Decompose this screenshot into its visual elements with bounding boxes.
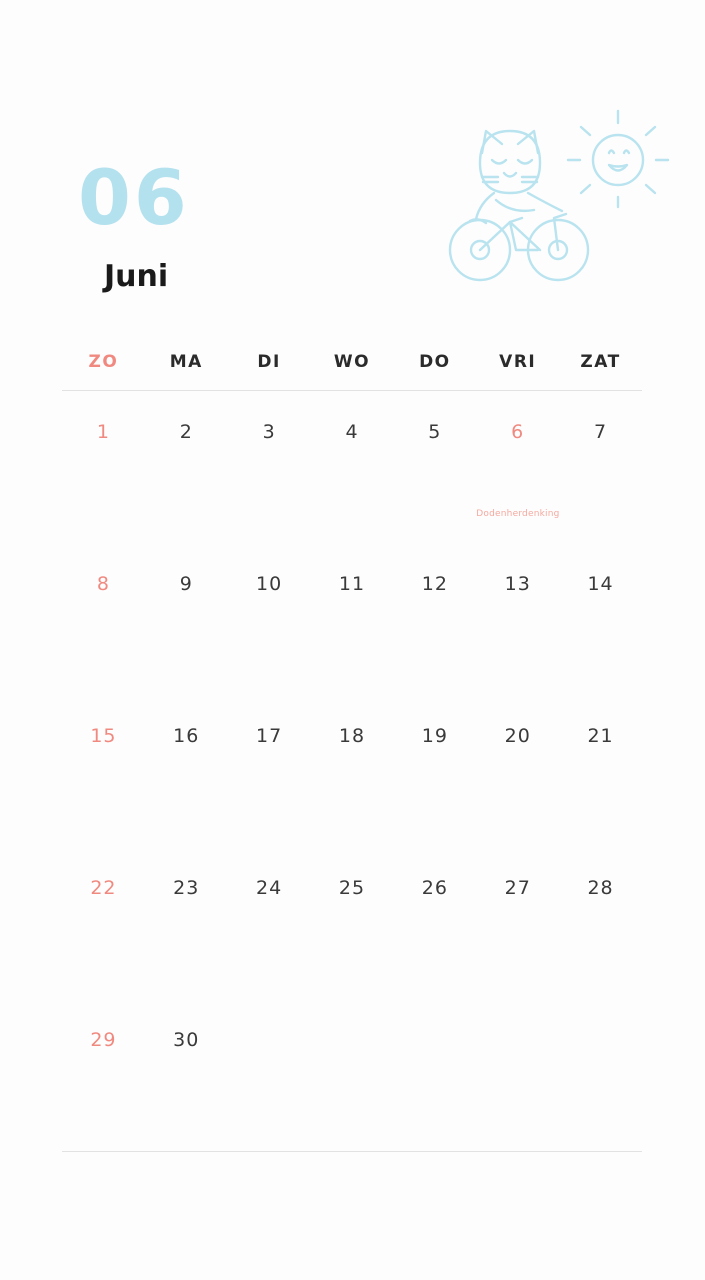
day-cell[interactable] — [62, 847, 145, 999]
day-number: 18 — [338, 725, 366, 747]
day-cell[interactable] — [559, 391, 642, 543]
day-number: 24 — [256, 877, 283, 899]
day-cell — [476, 999, 559, 1151]
day-number: 15 — [90, 725, 117, 747]
day-cell[interactable] — [559, 847, 642, 999]
day-cell[interactable] — [393, 847, 476, 999]
day-cell[interactable] — [62, 695, 145, 847]
day-cell[interactable] — [559, 543, 642, 695]
day-number: 12 — [421, 573, 448, 595]
weekday-ma: MA — [169, 352, 203, 372]
day-number: 27 — [504, 877, 531, 899]
calendar-weeks — [62, 391, 642, 1152]
day-number: 23 — [173, 877, 200, 899]
day-cell[interactable] — [62, 391, 145, 543]
day-cell[interactable] — [145, 695, 228, 847]
day-number: 9 — [179, 573, 193, 595]
day-cell[interactable] — [145, 847, 228, 999]
month-name-label: Juni — [104, 259, 169, 294]
day-cell[interactable] — [311, 847, 394, 999]
day-number: 2 — [179, 421, 193, 443]
day-number: 3 — [262, 421, 276, 443]
calendar-week-row — [62, 543, 642, 695]
day-number: 16 — [173, 725, 200, 747]
day-number: 26 — [421, 877, 448, 899]
day-cell[interactable] — [393, 695, 476, 847]
weekday-wo: WO — [333, 352, 371, 372]
day-number: 22 — [90, 877, 117, 899]
day-cell — [559, 999, 642, 1151]
day-cell[interactable] — [476, 847, 559, 999]
day-cell[interactable] — [393, 391, 476, 543]
day-number: 7 — [594, 421, 608, 443]
day-number: 29 — [90, 1029, 117, 1051]
calendar-grid — [62, 352, 642, 1152]
day-number: 14 — [587, 573, 614, 595]
day-cell[interactable] — [228, 695, 311, 847]
day-number: 8 — [96, 573, 110, 595]
day-number: 17 — [256, 725, 283, 747]
day-cell[interactable] — [145, 999, 228, 1151]
day-cell — [393, 999, 476, 1151]
day-cell[interactable] — [311, 391, 394, 543]
day-cell[interactable] — [311, 695, 394, 847]
calendar-week-row — [62, 695, 642, 847]
day-cell[interactable] — [228, 391, 311, 543]
day-number: 30 — [173, 1029, 200, 1051]
day-event-label: Dodenherdenking — [476, 509, 560, 519]
day-cell[interactable] — [145, 391, 228, 543]
cat-riding-bicycle-with-sun-icon — [440, 105, 670, 325]
day-cell[interactable] — [228, 543, 311, 695]
day-cell[interactable] — [476, 391, 559, 543]
day-number: 21 — [587, 725, 614, 747]
weekday-header-row — [62, 352, 642, 391]
day-cell[interactable] — [62, 999, 145, 1151]
day-number: 20 — [504, 725, 531, 747]
day-cell[interactable] — [476, 543, 559, 695]
day-number: 19 — [421, 725, 448, 747]
day-number: 11 — [338, 573, 366, 595]
page-title: 06 — [78, 153, 190, 242]
calendar-week-row — [62, 999, 642, 1152]
day-cell[interactable] — [393, 543, 476, 695]
weekday-zat: ZAT — [580, 352, 621, 372]
day-cell — [228, 999, 311, 1151]
day-number: 28 — [587, 877, 614, 899]
day-cell[interactable] — [145, 543, 228, 695]
day-cell[interactable] — [311, 543, 394, 695]
day-cell[interactable] — [62, 543, 145, 695]
day-number: 1 — [96, 421, 110, 443]
day-number: 13 — [504, 573, 531, 595]
weekday-do: DO — [419, 352, 451, 372]
page-footer-divider — [62, 1205, 642, 1206]
day-cell[interactable] — [559, 695, 642, 847]
day-number: 6 — [511, 421, 525, 443]
weekday-zo: ZO — [88, 352, 119, 372]
calendar-header — [0, 0, 705, 340]
weekday-di: DI — [257, 352, 281, 372]
calendar-week-row — [62, 391, 642, 543]
day-cell — [311, 999, 394, 1151]
day-cell[interactable] — [228, 847, 311, 999]
weekday-vri: VRI — [499, 352, 537, 372]
calendar-week-row — [62, 847, 642, 999]
day-number: 4 — [345, 421, 359, 443]
day-number: 10 — [256, 573, 283, 595]
day-number: 25 — [338, 877, 366, 899]
day-cell[interactable] — [476, 695, 559, 847]
day-number: 5 — [428, 421, 442, 443]
